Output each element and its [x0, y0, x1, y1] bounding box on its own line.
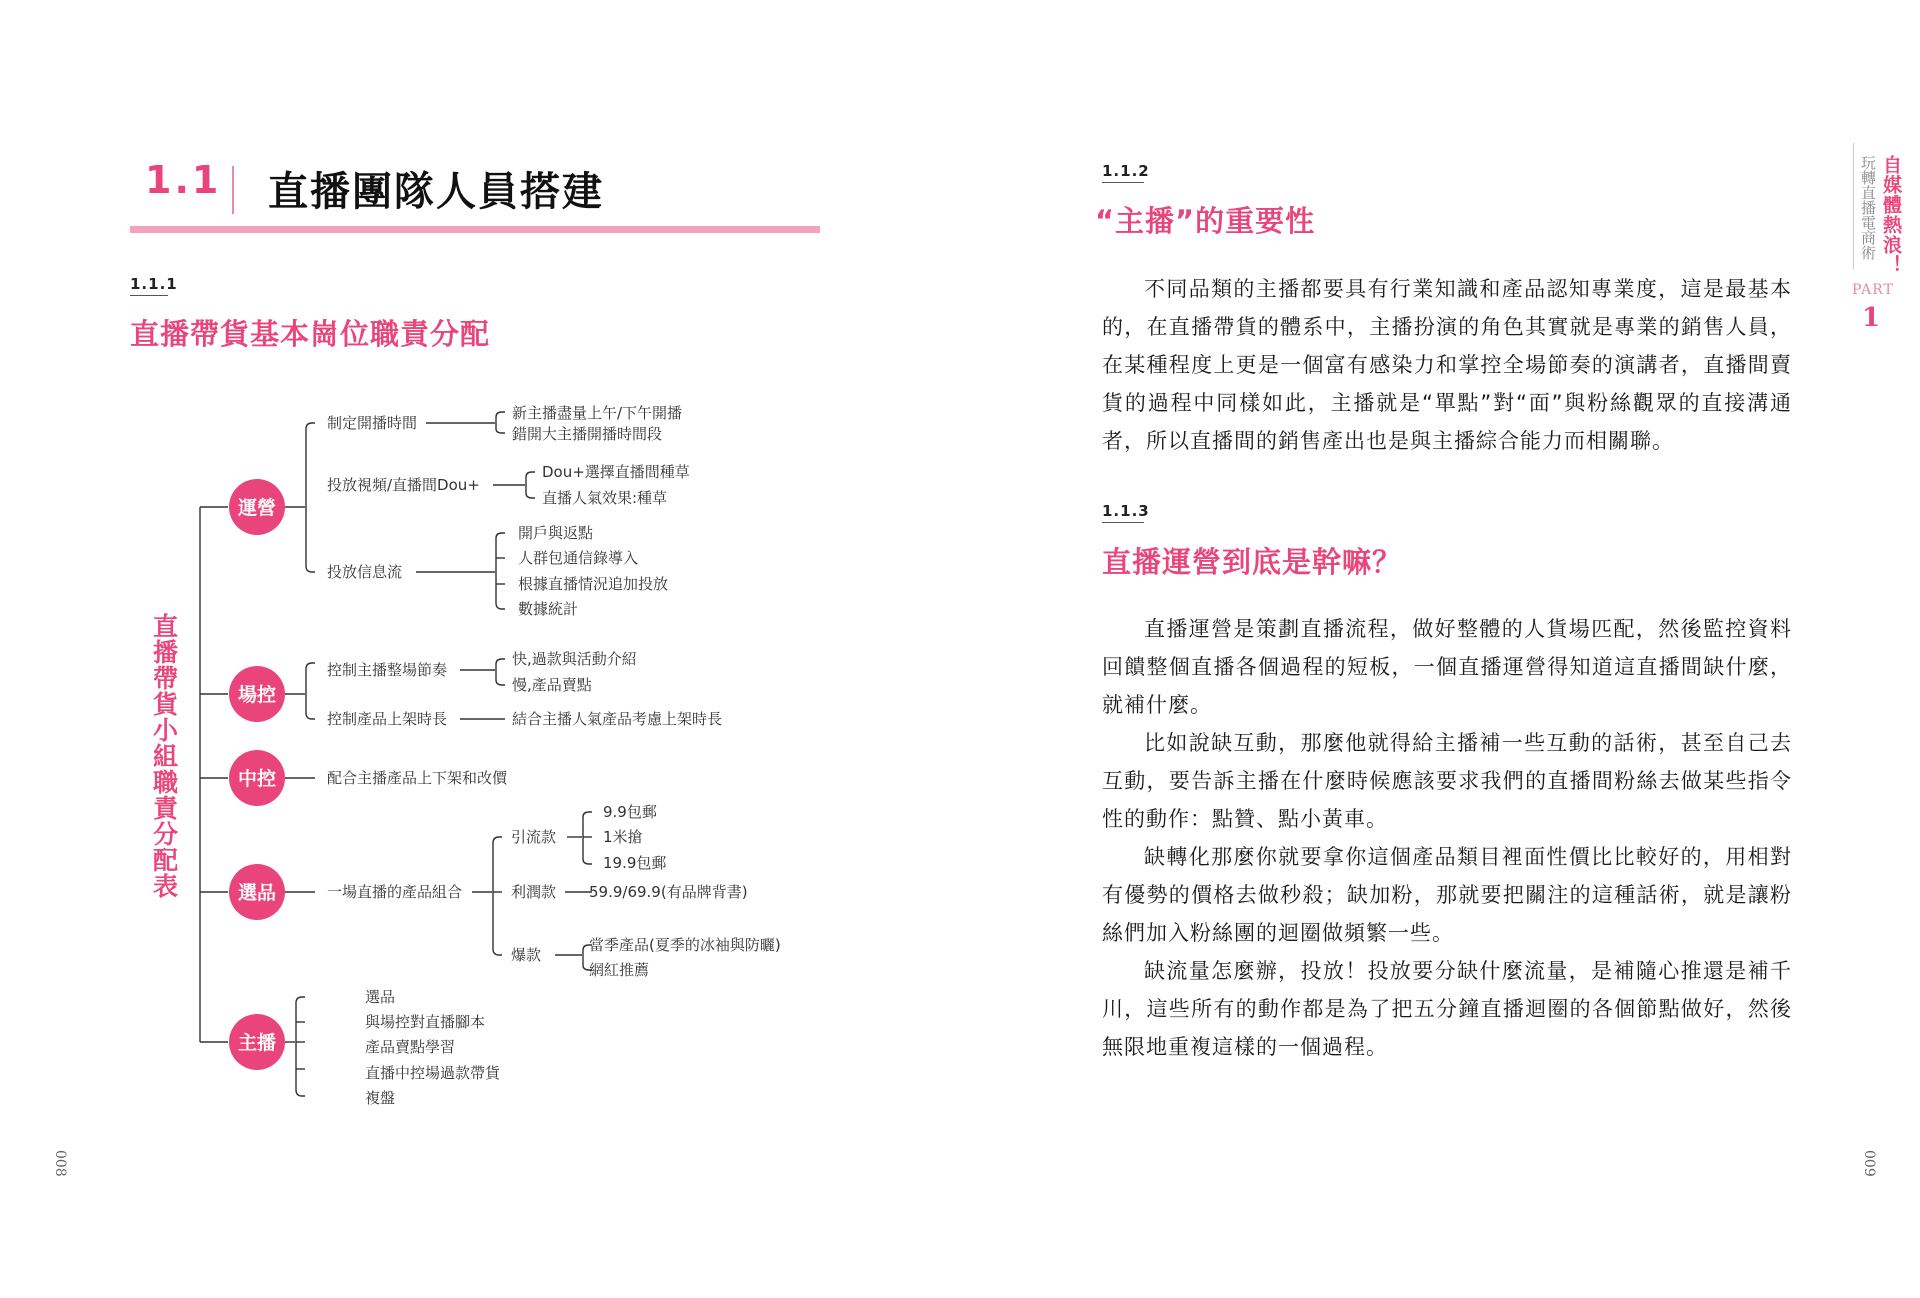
side-tab-subtitle: 玩轉直播電商術: [1859, 155, 1877, 260]
select-leaf: 1米搶: [603, 828, 643, 846]
subsection-number-rule: [130, 295, 168, 296]
side-tab-divider: [1853, 143, 1854, 270]
ops-branch-1: 制定開播時間: [327, 414, 418, 432]
host-leaf: 產品賣點學習: [365, 1038, 456, 1056]
host-leaf: 複盤: [365, 1089, 396, 1107]
body-text-section-3: [1102, 610, 1792, 1066]
paragraph: 比如說缺互動，那麼他就得給主播補一些互動的話術，甚至自己去互動，要告訴主播在什麼時候應該要求我們的直播間粉絲去做某些指令性的動作：點贊、點小黃車。: [1102, 731, 1792, 831]
ops-leaf: 錯開大主播開播時間段: [512, 425, 663, 443]
field-branch-1: 控制主播整場節奏: [327, 661, 448, 679]
node-host: [229, 1014, 285, 1070]
select-category: 爆款: [511, 946, 542, 964]
select-leaf: 9.9包郵: [603, 803, 657, 821]
paragraph: 缺轉化那麼你就要拿你這個產品類目裡面性價比比較好的，用相對有優勢的價格去做秒殺；缺加粉，那就要把關注的這種話術，就是讓粉絲們加入粉絲團的迴圈做頻繁一些。: [1102, 845, 1792, 945]
body-text-section-2: [1102, 270, 1792, 460]
subsection-number: 1.1.3: [1102, 502, 1150, 520]
select-category: 利潤款: [511, 883, 557, 901]
section-title: 直播團隊人員搭建: [268, 169, 604, 215]
mid-branch-1: 配合主播產品上下架和改價: [327, 769, 508, 787]
svg-text:中控: 中控: [237, 768, 277, 790]
svg-text:場控: 場控: [237, 684, 277, 706]
subsection-number: 1.1.2: [1102, 162, 1150, 180]
right-page-number: 009: [1861, 1150, 1877, 1177]
section-underline: [130, 226, 820, 233]
svg-text:運營: 運營: [237, 497, 277, 519]
subsection-title: “主播”的重要性: [1095, 204, 1316, 238]
subsection-title: 直播帶貨基本崗位職責分配: [130, 317, 491, 351]
field-leaf: 快,過款與活動介紹: [512, 650, 637, 668]
section-divider: [232, 166, 234, 214]
node-ops: [229, 479, 285, 535]
select-category: 引流款: [511, 828, 557, 846]
svg-text:主播: 主播: [237, 1032, 277, 1054]
section-number: 1.1: [145, 158, 222, 202]
subsection-number-rule: [1102, 522, 1144, 523]
ops-leaf: 開戶與返點: [518, 524, 594, 542]
diagram-root-label: 直播帶貨小組職責分配表: [149, 613, 179, 899]
ops-leaf: 數據統計: [518, 600, 579, 618]
select-leaf: 19.9包郵: [603, 854, 667, 872]
ops-leaf: 直播人氣效果:種草: [542, 489, 668, 507]
ops-branch-2: 投放視頻/直播間Dou+: [327, 476, 480, 494]
subsection-number: 1.1.1: [130, 275, 178, 293]
part-label: PART: [1852, 282, 1894, 298]
host-leaf: 直播中控場過款帶貨: [365, 1064, 501, 1082]
select-branch-1: 一場直播的產品組合: [327, 883, 463, 901]
field-branch-2: 控制產品上架時長: [327, 710, 448, 728]
side-tab-title: 自媒體熱浪！: [1880, 155, 1902, 275]
ops-branch-3: 投放信息流: [327, 563, 403, 581]
subsection-title: 直播運營到底是幹嘛？: [1102, 545, 1403, 579]
paragraph: 直播運營是策劃直播流程，做好整體的人貨場匹配，然後監控資料回饋整個直播各個過程的短板，一個直播運營得知道這直播間缺什麼，就補什麼。: [1102, 617, 1792, 717]
node-field-control: [229, 666, 285, 722]
ops-leaf: 新主播盡量上午/下午開播: [512, 404, 683, 422]
host-leaf: 與場控對直播腳本: [365, 1013, 486, 1031]
svg-text:選品: 選品: [237, 882, 277, 904]
subsection-number-rule: [1102, 182, 1144, 183]
ops-leaf: Dou+選擇直播間種草: [542, 463, 690, 481]
left-page-number: 008: [52, 1150, 68, 1177]
part-number: 1: [1862, 303, 1881, 333]
node-product-selection: [229, 864, 285, 920]
select-leaf: 網紅推薦: [589, 961, 650, 979]
select-leaf: 當季產品(夏季的冰袖與防曬): [589, 936, 781, 954]
paragraph: 缺流量怎麼辦，投放！投放要分缺什麼流量，是補隨心推還是補千川，這些所有的動作都是為了把五分鐘直播迴圈的各個節點做好，然後無限地重複這樣的一個過程。: [1102, 959, 1792, 1059]
host-leaf: 選品: [365, 988, 396, 1006]
field-leaf: 結合主播人氣產品考慮上架時長: [512, 710, 723, 728]
field-leaf: 慢,產品賣點: [512, 676, 592, 694]
node-central-control: [229, 750, 285, 806]
paragraph: 不同品類的主播都要具有行業知識和產品認知專業度，這是最基本的，在直播帶貨的體系中，主播扮演的角色其實就是專業的銷售人員，在某種程度上更是一個富有感染力和掌控全場節奏的演講者，直播間賣貨的過程中同樣如此，主播就是“單點”對“面”與粉絲觀眾的直接溝通者，所以直播間的銷售產出也是與主播綜合能力而相關聯。: [1102, 277, 1792, 453]
responsibility-diagram: [130, 395, 830, 1115]
select-leaf: 59.9/69.9(有品牌背書): [589, 883, 748, 901]
ops-leaf: 人群包通信錄導入: [518, 549, 639, 567]
ops-leaf: 根據直播情況追加投放: [518, 575, 669, 593]
